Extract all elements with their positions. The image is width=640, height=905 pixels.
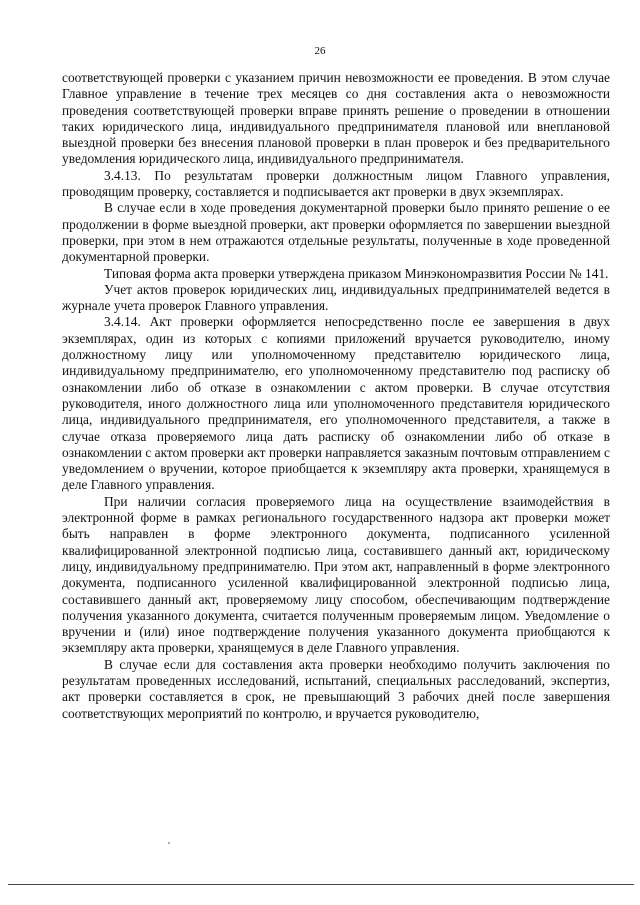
page-bottom-rule <box>8 884 634 885</box>
document-body <box>62 70 610 722</box>
scan-speck <box>168 842 170 844</box>
paragraph: В случае если для составления акта проверки необходимо получить заключения по результатам проведенных исследований, испытаний, специальных расследований, экспертиз, акт проверки составляется в срок, не превышающий 3 рабочих дней после завершения соответствующих мероприятий по контролю, и вручается руководителю, <box>62 656 610 721</box>
paragraph: 3.4.14. Акт проверки оформляется непосредственно после ее завершения в двух экземплярах, один из которых с копиями приложений вручается руководителю, иному должностному лицу или уполномоченному представителю юридического лица, индивидуальному предпринимателю, его уполномоченному представителю под расписку об ознакомлении либо об отказе в ознакомлении с актом проверки. В случае отсутствия руководителя, иного должностного лица или уполномоченного представителя юридического лица, индивидуального предпринимателя, его уполномоченного представителя, а также в случае отказа проверяемого лица дать расписку об ознакомлении либо об отказе в ознакомлении с актом проверки акт проверки направляется заказным почтовым отправлением с уведомлением о вручении, которое приобщается к экземпляру акта проверки, хранящемуся в деле Главного управления. <box>62 314 610 493</box>
paragraph: Учет актов проверок юридических лиц, индивидуальных предпринимателей ведется в журнале учета проверок Главного управления. <box>62 281 610 314</box>
paragraph: При наличии согласия проверяемого лица на осуществление взаимодействия в электронной форме в рамках регионального государственного надзора акт проверки может быть направлен в форме электронного документа, подписанного усиленной квалифицированной электронной подписью лица, составившего данный акт, юридическому лицу, индивидуальному предпринимателю. При этом акт, направленный в форме электронного документа, подписанного усиленной квалифицированной электронной подписью лица, составившего данный акт, проверяемому лицу способом, обеспечивающим подтверждение получения указанного документа, считается полученным проверяемым лицом. Уведомление о вручении и (или) иное подтверждение получения указанного документа приобщаются к экземпляру акта проверки, хранящемуся в деле Главного управления. <box>62 493 610 656</box>
paragraph: Типовая форма акта проверки утверждена приказом Минэкономразвития России № 141. <box>104 265 609 281</box>
paragraph: 3.4.13. По результатам проверки должностным лицом Главного управления, проводящим проверку, составляется и подписывается акт проверки в двух экземплярах. <box>62 167 610 200</box>
paragraph: В случае если в ходе проведения документарной проверки было принято решение о ее продолжении в форме выездной проверки, акт проверки оформляется по завершении выездной проверки, при этом в нем отражаются отдельные результаты, полученные в ходе проведенной документарной проверки. <box>62 200 610 265</box>
page-number: 26 <box>314 45 326 57</box>
paragraph: соответствующей проверки с указанием причин невозможности ее проведения. В этом случае Главное управление в течение трех месяцев со дня составления акта о невозможности проведения соответствующей проверки вправе принять решение о проведении в отношении таких юридического лица, индивидуального предпринимателя плановой или внеплановой выездной проверки без внесения плановой проверки в план проверок и без предварительного уведомления юридического лица, индивидуального предпринимателя. <box>62 70 610 167</box>
